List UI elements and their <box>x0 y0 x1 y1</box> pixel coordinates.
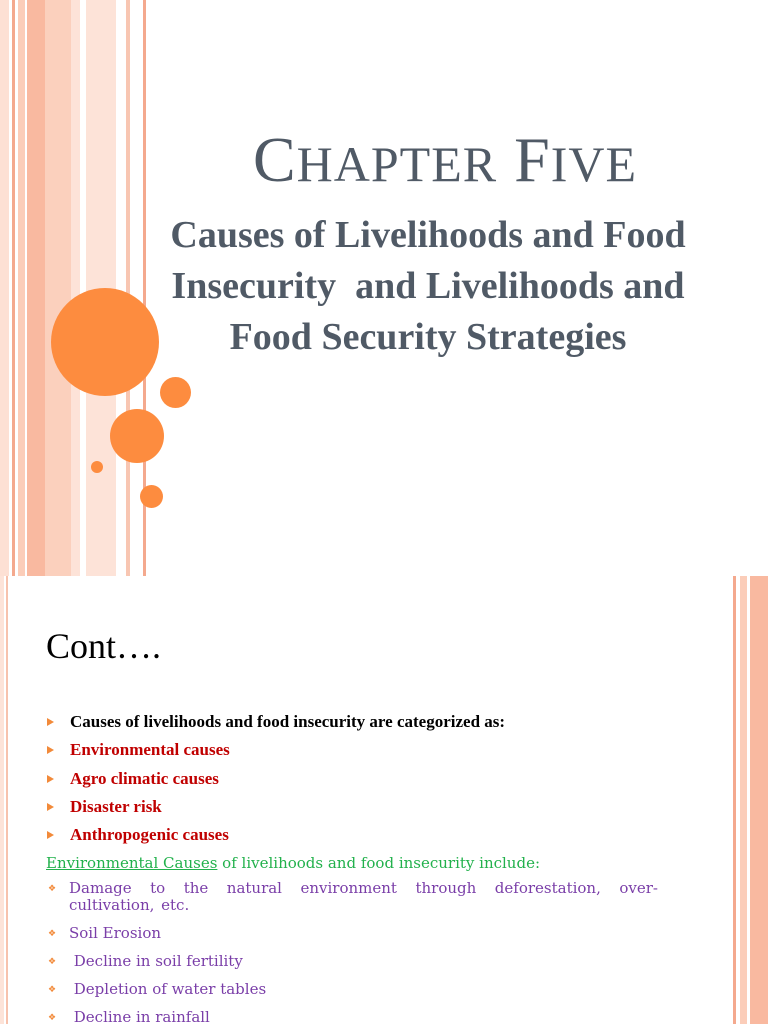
decor-stripe <box>750 576 768 1024</box>
subtitle-line: Insecurity and Livelihoods and <box>171 265 685 307</box>
decor-circle <box>110 409 164 463</box>
arrow-bullet-icon <box>47 746 54 754</box>
environmental-causes-list <box>46 880 658 1026</box>
environmental-causes-link[interactable]: Environmental Causes <box>46 854 218 872</box>
list-item <box>46 821 696 849</box>
title-rest: IVE <box>550 136 638 192</box>
list-item <box>46 1009 658 1026</box>
category-label: Causes of livelihoods and food insecurity are categorized as: <box>70 712 506 731</box>
diamond-bullet-icon: ❖ <box>48 985 57 995</box>
diamond-bullet-icon: ❖ <box>48 957 57 967</box>
decor-stripe <box>0 0 9 576</box>
category-label: Anthropogenic causes <box>70 825 229 845</box>
item-text: Depletion of water tables <box>69 980 267 998</box>
diamond-bullet-icon: ❖ <box>48 1013 57 1023</box>
decor-stripe <box>18 0 25 576</box>
item-text: Decline in soil fertility <box>69 952 243 970</box>
decor-stripe <box>740 576 747 1024</box>
list-item <box>46 736 696 764</box>
decor-stripe <box>71 0 80 576</box>
item-text: Soil Erosion <box>69 924 162 942</box>
title-initial: C <box>252 124 297 195</box>
diamond-bullet-icon: ❖ <box>48 929 57 939</box>
slide-heading: Cont…. <box>46 626 162 666</box>
environmental-intro <box>46 851 726 875</box>
list-item <box>46 708 696 736</box>
list-item <box>46 953 658 970</box>
list-item <box>46 925 658 942</box>
chapter-subtitle <box>128 210 728 363</box>
diamond-bullet-icon: ❖ <box>48 884 57 894</box>
decor-stripe <box>12 0 15 576</box>
subtitle-line: Food Security Strategies <box>229 316 627 358</box>
decor-stripe <box>733 576 736 1024</box>
item-text: Decline in rainfall <box>69 1008 210 1026</box>
chapter-title <box>130 122 760 202</box>
title-rest: HAPTER <box>296 136 498 192</box>
intro-text: of livelihoods and food insecurity include: <box>217 854 540 872</box>
decor-stripe <box>45 0 71 576</box>
title-initial: F <box>514 124 551 195</box>
list-item <box>46 793 696 821</box>
category-label: Environmental causes <box>70 740 230 760</box>
category-label: Agro climatic causes <box>70 768 219 788</box>
list-item <box>46 981 658 998</box>
decor-stripe <box>0 576 4 1024</box>
subtitle-line: Causes of Livelihoods and Food <box>170 214 686 256</box>
list-item <box>46 880 658 914</box>
decor-stripe <box>27 0 45 576</box>
category-list <box>46 708 696 849</box>
list-item <box>46 765 696 793</box>
arrow-bullet-icon <box>47 803 54 811</box>
arrow-bullet-icon <box>47 718 54 726</box>
decor-circle-small <box>91 461 103 473</box>
item-text: Damage to the natural environment through deforestation, over-cultivation, etc. <box>69 879 658 914</box>
decor-circle <box>140 485 163 508</box>
decor-stripe <box>6 576 8 1024</box>
arrow-bullet-icon <box>47 775 54 783</box>
decor-circle <box>160 377 191 408</box>
category-label: Disaster risk <box>70 796 162 816</box>
arrow-bullet-icon <box>47 831 54 839</box>
